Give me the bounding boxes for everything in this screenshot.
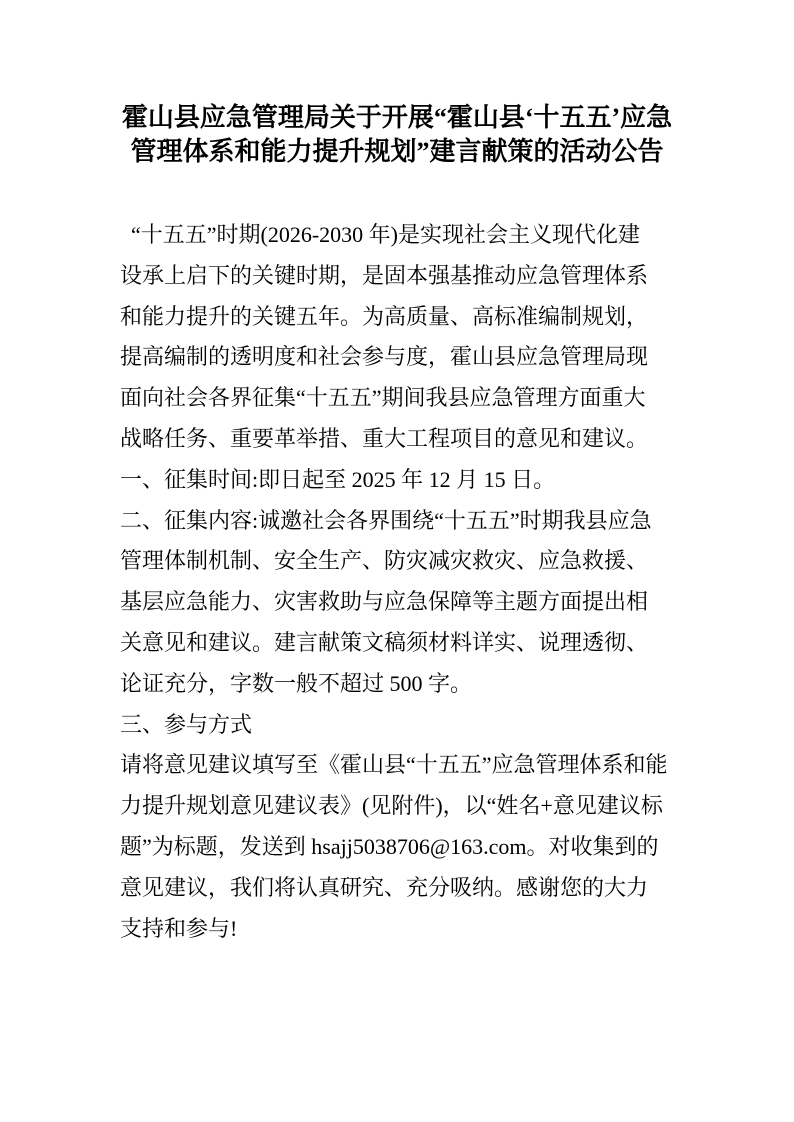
document-title	[40, 101, 754, 169]
body-line-email: 题”为标题，发送到 hsajj5038706@163.com。对收集到的	[120, 833, 659, 859]
document-body	[120, 215, 674, 949]
body-line-collection-time: 一、征集时间:即日起至 2025 年 12 月 15 日。	[120, 466, 556, 492]
body-line: 请将意见建议填写至《霍山县“十五五”应急管理体系和能	[120, 752, 668, 778]
body-line: 战略任务、重要革举措、重大工程项目的意见和建议。	[120, 425, 649, 451]
body-line-participation-heading: 三、参与方式	[120, 711, 253, 737]
body-line: 和能力提升的关键五年。为高质量、高标准编制规划，	[120, 303, 649, 329]
body-line: “十五五”时期(2026-2030 年)是实现社会主义现代化建	[131, 222, 641, 247]
body-line: 支持和参与!	[120, 915, 238, 941]
body-line: 二、征集内容:诚邀社会各界围绕“十五五”时期我县应急	[120, 507, 652, 533]
body-line: 力提升规划意见建议表》(见附件)，以“姓名+意见建议标	[120, 793, 663, 819]
body-line: 基层应急能力、灾害救助与应急保障等主题方面提出相	[120, 589, 649, 615]
body-line: 意见建议，我们将认真研究、充分吸纳。感谢您的大力	[120, 874, 649, 900]
body-line: 提高编制的透明度和社会参与度，霍山县应急管理局现	[120, 344, 649, 370]
body-line: 设承上启下的关键时期，是固本强基推动应急管理体系	[120, 262, 649, 288]
title-line: 管理体系和能力提升规划”建言献策的活动公告	[130, 137, 664, 166]
body-line: 论证充分，字数一般不超过 500 字。	[120, 670, 473, 696]
body-line: 管理体制机制、安全生产、防灾减灾救灾、应急救援、	[120, 548, 649, 574]
title-line: 霍山县应急管理局关于开展“霍山县‘十五五’应急	[121, 103, 673, 132]
body-line: 面向社会各界征集“十五五”期间我县应急管理方面重大	[120, 385, 646, 411]
body-line: 关意见和建议。建言献策文稿须材料详实、说理透彻、	[120, 629, 649, 655]
